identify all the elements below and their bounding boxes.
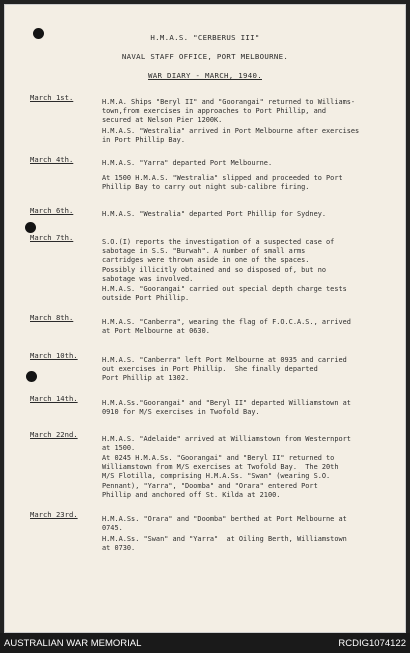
punch-hole — [26, 371, 37, 382]
document-page — [4, 4, 406, 633]
entry-date: March 6th. — [30, 206, 74, 215]
entry-text: H.M.A.S. "Westralia" departed Port Phillip for Sydney. — [102, 210, 327, 218]
entry-text: At 0245 H.M.A.Ss. "Goorangai" and "Beryl II" returned to Williamstown from M/S exercises at Twofold Bay. The 20th M/S Flotilla, comprising H.M.A.Ss. "Swan" (wearing S.O. Pennant), "Yarra", "Doomba" and "Orara" entered Port Phillip and anchored off St. Kilda at 2100. — [102, 454, 339, 499]
entry-text: H.M.A.S. "Canberra", wearing the flag of F.O.C.A.S., arrived at Port Melbourne at 0630. — [102, 318, 351, 336]
diary-title: WAR DIARY - MARCH, 1940. — [148, 71, 262, 80]
entry-text: H.M.A.S. "Canberra" left Port Melbourne at 0935 and carried out exercises in Port Phillip. She finally departed Port Phillip at 1302. — [102, 356, 347, 383]
punch-hole — [25, 222, 36, 233]
entry-date: March 22nd. — [30, 430, 78, 439]
entry-text: H.M.A.Ss. "Swan" and "Yarra" at Oiling Berth, Williamstown at 0730. — [102, 535, 347, 553]
entry-date: March 4th. — [30, 155, 74, 164]
entry-text: H.M.A.Ss."Goorangai" and "Beryl II" departed Williamstown at 0910 for M/S exercises in Twofold Bay. — [102, 399, 351, 417]
office-heading: NAVAL STAFF OFFICE, PORT MELBOURNE. — [121, 52, 289, 61]
entry-text: H.M.A.S. "Adelaide" arrived at Williamstown from Westernport at 1500. — [102, 435, 351, 453]
entry-date: March 1st. — [30, 93, 74, 102]
entry-date: March 23rd. — [30, 510, 78, 519]
entry-text: H.M.A.Ss. "Orara" and "Doomba" berthed at Port Melbourne at 0745. — [102, 515, 347, 533]
entry-text: H.M.A.S. "Yarra" departed Port Melbourne. — [102, 159, 273, 167]
footer-record-id: RCDIG1074122 — [338, 638, 406, 649]
footer-source: AUSTRALIAN WAR MEMORIAL — [4, 638, 142, 649]
entry-text: H.M.A.S. "Goorangai" carried out special depth charge tests outside Port Phillip. — [102, 285, 347, 303]
footer-bar — [0, 633, 410, 653]
ship-name-heading: H.M.A.S. "CERBERUS III" — [150, 33, 260, 42]
entry-text: H.M.A.S. "Westralia" arrived in Port Melbourne after exercises in Port Phillip Bay. — [102, 127, 360, 145]
entry-date: March 14th. — [30, 394, 78, 403]
entry-date: March 8th. — [30, 313, 74, 322]
entry-date: March 7th. — [30, 233, 74, 242]
entry-date: March 10th. — [30, 351, 78, 360]
entry-text: H.M.A. Ships "Beryl II" and "Goorangai" returned to Williams- town,from exercises in approaches to Port Phillip, and secured at Nelson Pier 1200K. — [102, 98, 356, 125]
entry-text: S.O.(I) reports the investigation of a suspected case of sabotage in S.S. "Burwah". A number of small arms cartridges were thrown aside in one of the spaces. Possibly illicitly obtained and so disposed of, but no sabotage was involved. — [102, 238, 335, 283]
entry-text: At 1500 H.M.A.S. "Westralia" slipped and proceeded to Port Phillip Bay to carry out night sub-calibre firing. — [102, 174, 343, 192]
